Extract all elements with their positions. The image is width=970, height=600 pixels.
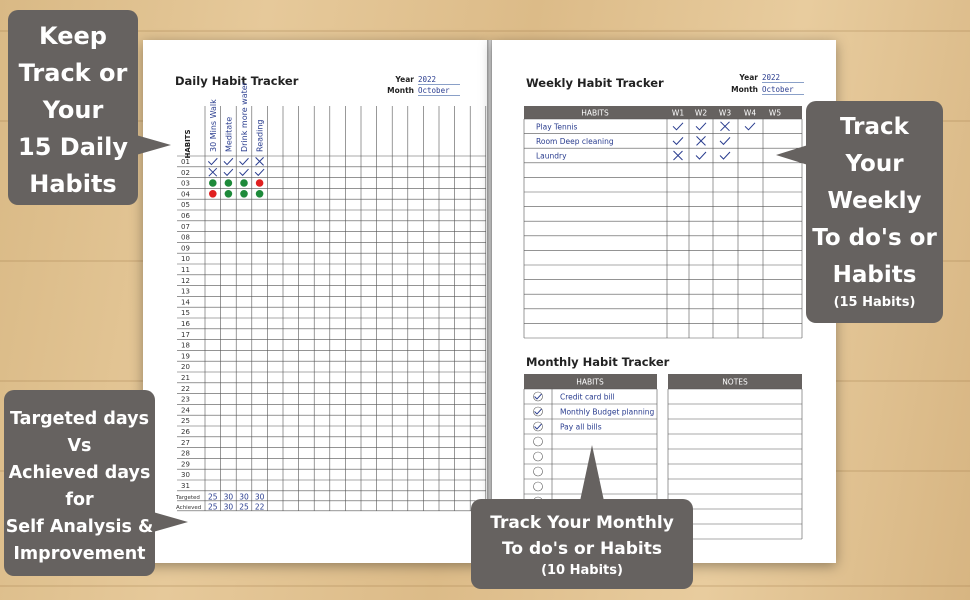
day-number: 09 xyxy=(181,244,190,253)
callout-weekly-pointer xyxy=(776,145,808,165)
checkbox-circle xyxy=(534,437,543,446)
check-icon xyxy=(224,158,233,164)
callout-line: 15 Daily xyxy=(18,133,128,161)
callout-line: To do's or Habits xyxy=(502,539,662,559)
check-icon xyxy=(240,158,249,164)
habits-label: HABITS xyxy=(184,129,192,159)
day-number: 07 xyxy=(181,222,190,231)
callout-line: Targeted days xyxy=(10,409,149,429)
targeted-label: Targeted xyxy=(176,494,200,501)
day-number: 17 xyxy=(181,330,190,339)
day-number: 14 xyxy=(181,298,190,307)
day-number: 23 xyxy=(181,395,190,404)
red-dot xyxy=(209,190,217,198)
monthly-item: Monthly Budget planning xyxy=(560,407,655,417)
check-icon xyxy=(696,123,706,130)
cross-icon xyxy=(256,157,264,165)
callout-line: Your xyxy=(845,151,904,177)
callout-line: Keep xyxy=(39,22,107,50)
callout-line: Track or xyxy=(18,59,128,87)
callout-targets-pointer xyxy=(153,512,188,532)
habit-name: Reading xyxy=(255,119,265,152)
day-number: 30 xyxy=(181,471,190,480)
callout-line: Achieved days xyxy=(8,463,151,483)
achieved-value: 22 xyxy=(254,502,265,512)
green-dot xyxy=(225,179,233,187)
targeted-value: 30 xyxy=(239,492,249,502)
weekly-header: W5 xyxy=(768,108,782,118)
day-number: 01 xyxy=(181,158,190,166)
weekly-title: Weekly Habit Tracker xyxy=(526,76,664,90)
day-number: 25 xyxy=(181,417,190,426)
check-icon xyxy=(255,169,264,175)
callout-monthly-pointer xyxy=(580,445,604,501)
callout-monthly xyxy=(471,499,693,589)
callout-sub: (10 Habits) xyxy=(541,563,623,578)
check-icon xyxy=(535,394,542,399)
targeted-value: 30 xyxy=(223,492,234,502)
day-number: 22 xyxy=(181,384,190,393)
check-icon xyxy=(673,137,683,144)
red-dot xyxy=(256,179,264,187)
achieved-value: 25 xyxy=(208,502,218,512)
day-number: 10 xyxy=(181,255,190,264)
monthly-item: Pay all bills xyxy=(560,422,602,432)
day-number: 08 xyxy=(181,233,190,242)
daily-tracker-page xyxy=(143,40,488,563)
weekly-header: W3 xyxy=(718,108,732,118)
day-number: 19 xyxy=(181,352,190,361)
cross-icon xyxy=(697,136,706,145)
targeted-value: 25 xyxy=(208,492,218,502)
day-number: 18 xyxy=(181,341,190,350)
check-icon xyxy=(745,123,755,130)
callout-line: Track Your Monthly xyxy=(490,513,674,533)
weekly-monthly-grid xyxy=(492,40,836,563)
callout-line: Track xyxy=(840,114,909,140)
day-number: 28 xyxy=(181,449,190,458)
daily-habit-grid xyxy=(143,40,488,563)
achieved-label: Achieved xyxy=(176,504,202,511)
green-dot xyxy=(225,190,233,198)
cross-icon xyxy=(209,168,217,176)
day-number: 05 xyxy=(181,201,190,210)
weekly-habit-name: Room Deep cleaning xyxy=(536,136,614,146)
check-icon xyxy=(720,152,730,159)
day-number: 04 xyxy=(181,190,190,199)
callout-line: Habits xyxy=(832,262,917,288)
checkbox-circle xyxy=(534,467,543,476)
green-dot xyxy=(209,179,217,187)
callout-line: Habits xyxy=(29,170,117,198)
achieved-value: 25 xyxy=(239,502,249,512)
check-icon xyxy=(535,409,542,414)
check-icon xyxy=(673,123,683,130)
checkbox-circle xyxy=(534,452,543,461)
check-icon xyxy=(208,158,217,164)
notes-header: NOTES xyxy=(722,377,748,387)
weekly-header: W4 xyxy=(743,108,757,118)
green-dot xyxy=(240,190,248,198)
day-number: 13 xyxy=(181,287,190,296)
habit-name: 30 Mins Walk xyxy=(208,99,218,152)
green-dot xyxy=(240,179,248,187)
day-number: 26 xyxy=(181,428,190,436)
callout-line: Self Analysis & xyxy=(5,517,154,537)
weekly-header: W2 xyxy=(694,108,708,118)
callout-daily-pointer xyxy=(136,135,171,155)
day-number: 20 xyxy=(181,363,190,372)
callout-line: Weekly xyxy=(827,188,922,214)
day-number: 15 xyxy=(181,309,190,318)
callout-line: Vs xyxy=(67,436,92,456)
weekly-month: Month October xyxy=(728,85,804,95)
habit-name: Meditate xyxy=(224,116,234,152)
achieved-value: 30 xyxy=(223,502,234,512)
callout-line: for xyxy=(65,490,94,510)
monthly-title: Monthly Habit Tracker xyxy=(526,355,670,369)
cross-icon xyxy=(674,151,683,160)
day-number: 02 xyxy=(181,168,190,177)
targeted-value: 30 xyxy=(254,492,265,502)
green-dot xyxy=(256,190,264,198)
day-number: 29 xyxy=(181,460,190,469)
wood-grain xyxy=(0,30,970,32)
check-icon xyxy=(720,137,730,144)
callout-line: Your xyxy=(42,96,104,124)
check-icon xyxy=(696,152,706,159)
weekly-habit-name: Laundry xyxy=(536,151,567,161)
weekly-year: Year 2022 xyxy=(728,73,804,83)
callout-line: Improvement xyxy=(13,544,146,564)
callout-weekly xyxy=(806,101,943,323)
weekly-header: HABITS xyxy=(581,108,609,118)
day-number: 31 xyxy=(181,482,190,490)
cross-icon xyxy=(721,122,730,131)
day-number: 12 xyxy=(181,276,190,285)
callout-sub: (15 Habits) xyxy=(833,295,916,310)
callout-daily xyxy=(8,10,138,205)
monthly-habits-header: HABITS xyxy=(576,377,604,387)
monthly-item: Credit card bill xyxy=(560,392,615,402)
day-number: 16 xyxy=(181,320,190,328)
day-number: 21 xyxy=(181,374,190,382)
checkbox-circle xyxy=(534,482,543,491)
daily-title: Daily Habit Tracker xyxy=(175,74,299,88)
callout-targets xyxy=(4,390,155,576)
weekly-header-bar xyxy=(524,106,802,119)
day-number: 11 xyxy=(181,266,190,274)
day-number: 24 xyxy=(181,406,190,415)
check-icon xyxy=(240,169,249,175)
weekly-habit-name: Play Tennis xyxy=(536,122,578,132)
daily-year: Year 2022 xyxy=(389,75,460,85)
day-number: 06 xyxy=(181,212,190,220)
day-number: 27 xyxy=(181,438,190,447)
day-number: 03 xyxy=(181,179,190,188)
check-icon xyxy=(535,424,542,429)
daily-month: Month October xyxy=(381,86,460,96)
weekly-header: W1 xyxy=(671,108,685,118)
weekly-monthly-page xyxy=(492,40,836,563)
callout-line: To do's or xyxy=(812,225,937,251)
check-icon xyxy=(224,169,233,175)
habit-name: Drink more water xyxy=(240,82,249,152)
